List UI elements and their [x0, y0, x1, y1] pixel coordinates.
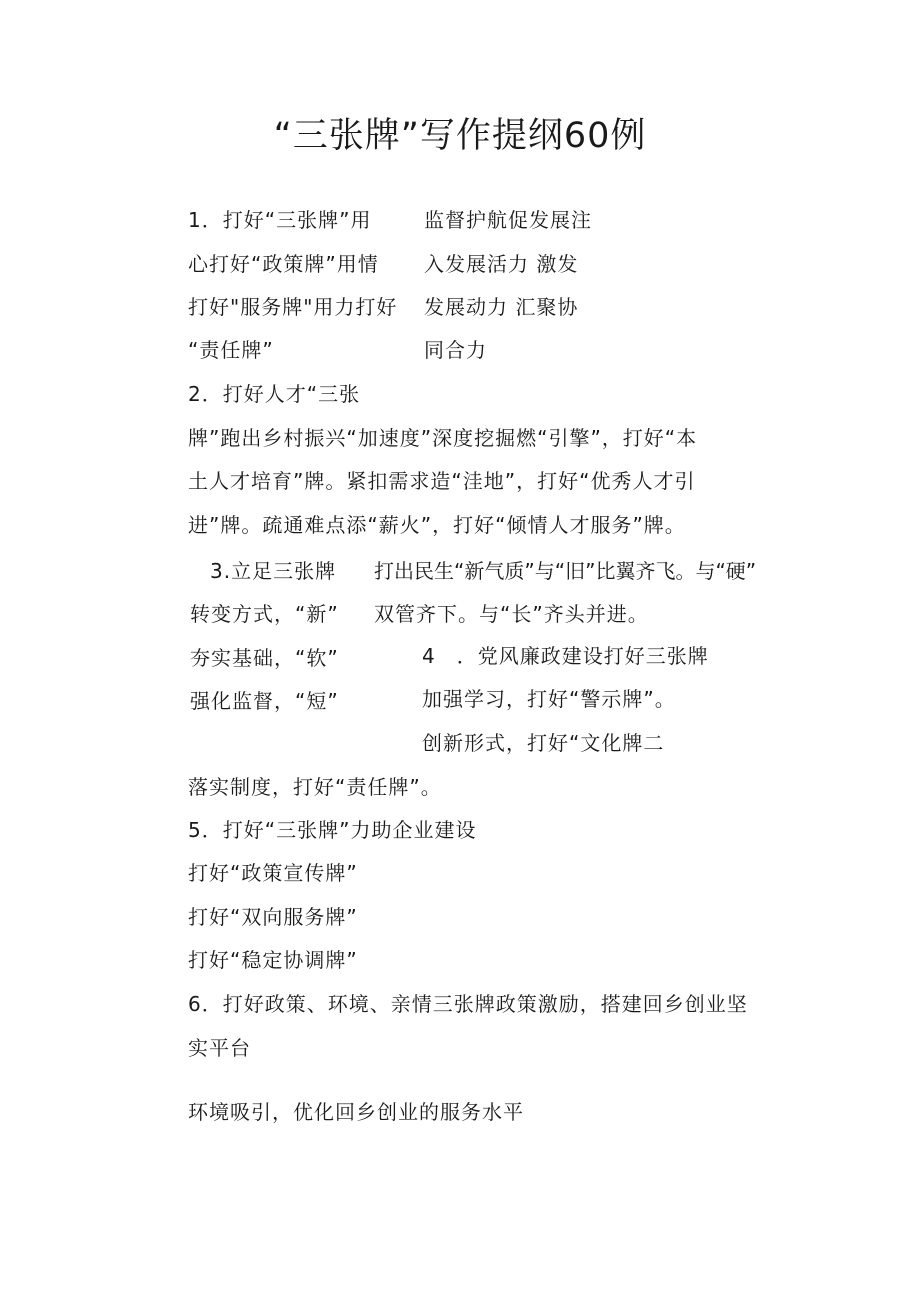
s1-right-line-4: 同合力 [424, 338, 487, 362]
s4-line-2: 加强学习，打好“警示牌”。 [422, 687, 676, 711]
s2-line-1: 2．打好人才“三张 [188, 382, 361, 406]
s5-line-4: 打好“稳定协调牌” [188, 948, 358, 972]
s1-right-line-3: 发展动力 汇聚协 [424, 295, 579, 319]
s2-line-3: 土人才培育”牌。紧扣需求造“洼地”，打好“优秀人才引 [188, 469, 696, 493]
s1-left-line-2: 心打好“政策牌”用情 [188, 252, 379, 276]
s3-left-line-1: 3.立足三张牌 [210, 559, 337, 583]
s6-line-1: 6．打好政策、环境、亲情三张牌政策激励，搭建回乡创业坚 [188, 992, 748, 1016]
s3-left-line-4: 强化监督，“短” [190, 689, 339, 713]
s4-line-4: 落实制度，打好“责任牌”。 [188, 775, 442, 799]
s2-line-4: 进”牌。疏通难点添“薪火”，打好“倾情人才服务”牌。 [188, 513, 686, 537]
s1-right-line-1: 监督护航促发展注 [424, 208, 592, 232]
s4-line-1: 4 ．党风廉政建设打好三张牌 [422, 644, 709, 668]
s1-left-line-4: “责任牌” [188, 338, 274, 362]
s5-line-3: 打好“双向服务牌” [188, 905, 358, 929]
s3-right-line-2: 双管齐下。与“长”齐头并进。 [374, 602, 649, 626]
s5-line-1: 5．打好“三张牌”力助企业建设 [188, 818, 477, 842]
s4-line-3: 创新形式，打好“文化牌二 [422, 731, 665, 755]
s6-line-2: 实平台 [188, 1036, 251, 1060]
s2-line-2: 牌”跑出乡村振兴“加速度”深度挖掘燃“引擎”，打好“本 [188, 426, 698, 450]
s3-left-line-3: 夯实基础，“软” [190, 646, 339, 670]
s6-line-3: 环境吸引，优化回乡创业的服务水平 [188, 1100, 524, 1124]
document-title: “三张牌”写作提纲60例 [273, 116, 647, 156]
s1-left-line-1: 1．打好“三张牌”用 [188, 208, 372, 232]
s3-right-line-1: 打出民生“新气质”与“旧”比翼齐飞。与“硬” [374, 559, 757, 583]
s1-left-line-3: 打好"服务牌"用力打好 [188, 295, 398, 319]
s5-line-2: 打好“政策宣传牌” [188, 861, 358, 885]
s1-right-line-2: 入发展活力 激发 [424, 252, 579, 276]
s3-left-line-2: 转变方式，“新” [190, 602, 339, 626]
